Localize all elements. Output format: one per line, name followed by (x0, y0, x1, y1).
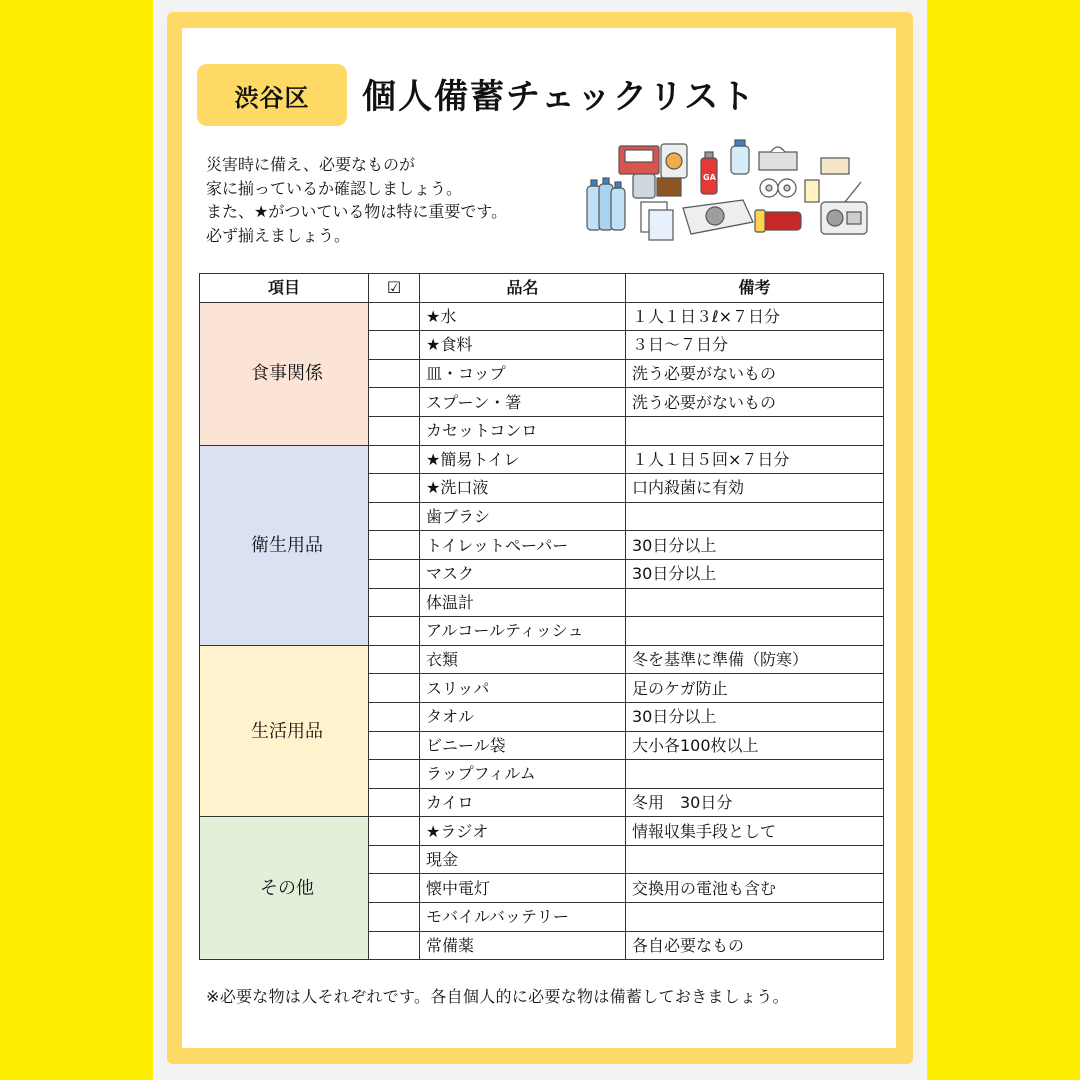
page-title: 個人備蓄チェックリスト (362, 77, 757, 117)
note-cell (626, 760, 884, 789)
item-cell: マスク (420, 559, 626, 588)
table-row (200, 645, 884, 674)
item-cell: トイレットペーパー (420, 531, 626, 560)
checkbox-cell[interactable] (369, 931, 420, 960)
checkbox-cell[interactable] (369, 674, 420, 703)
checkbox-cell[interactable] (369, 903, 420, 932)
item-cell: 常備薬 (420, 931, 626, 960)
intro-line: また、★がついている物は特に重要です。 (206, 202, 508, 221)
item-cell: 体温計 (420, 588, 626, 617)
item-cell: 皿・コップ (420, 359, 626, 388)
checkbox-cell[interactable] (369, 302, 420, 331)
note-cell (626, 617, 884, 646)
mask-box-icon (619, 146, 659, 174)
note-cell: 情報収集手段として (626, 817, 884, 846)
checkbox-cell[interactable] (369, 331, 420, 360)
checkbox-cell[interactable] (369, 874, 420, 903)
ward-badge (197, 64, 347, 126)
note-cell: ３日〜７日分 (626, 331, 884, 360)
documents-icon (641, 202, 673, 240)
intro-line: 災害時に備え、必要なものが (206, 155, 415, 174)
checkbox-cell[interactable] (369, 388, 420, 417)
note-cell: 30日分以上 (626, 559, 884, 588)
water-bottles-icon (587, 178, 625, 230)
intro-line: 必ず揃えましょう。 (206, 225, 351, 245)
checkbox-cell[interactable] (369, 531, 420, 560)
checkbox-cell[interactable] (369, 474, 420, 503)
note-cell: １人１日５回×７日分 (626, 445, 884, 474)
checkbox-cell[interactable] (369, 788, 420, 817)
note-cell: 洗う必要がないもの (626, 388, 884, 417)
spray-can-label: GA (703, 173, 716, 182)
checkbox-cell[interactable] (369, 559, 420, 588)
note-cell (626, 502, 884, 531)
header-check: ☑ (369, 274, 420, 303)
item-cell: アルコールティッシュ (420, 617, 626, 646)
item-cell: ★食料 (420, 331, 626, 360)
small-box-icon (805, 158, 849, 202)
checkbox-cell[interactable] (369, 702, 420, 731)
table-row (200, 817, 884, 846)
checkbox-cell[interactable] (369, 760, 420, 789)
checkbox-cell[interactable] (369, 502, 420, 531)
intro-text (206, 153, 576, 247)
note-cell: 冬用 30日分 (626, 788, 884, 817)
tissue-box-icon (759, 147, 797, 170)
flashlight-icon (755, 210, 801, 232)
note-cell: 足のケガ防止 (626, 674, 884, 703)
checkbox-cell[interactable] (369, 416, 420, 445)
note-cell: 洗う必要がないもの (626, 359, 884, 388)
checkbox-cell[interactable] (369, 445, 420, 474)
checkbox-cell[interactable] (369, 845, 420, 874)
category-cell: その他 (200, 817, 369, 960)
item-cell: ★ラジオ (420, 817, 626, 846)
note-cell: 交換用の電池も含む (626, 874, 884, 903)
toilet-paper-icon (760, 179, 796, 197)
checkbox-cell[interactable] (369, 359, 420, 388)
footnote: ※必要な物は人それぞれです。各自個人的に必要な物は備蓄しておきましょう。 (206, 987, 789, 1006)
checkbox-cell[interactable] (369, 645, 420, 674)
item-cell: 衣類 (420, 645, 626, 674)
ward-badge-label: 渋谷区 (234, 83, 310, 112)
item-cell: ラップフィルム (420, 760, 626, 789)
item-cell: カセットコンロ (420, 416, 626, 445)
item-cell: ★水 (420, 302, 626, 331)
category-cell: 食事関係 (200, 302, 369, 445)
item-cell: モバイルバッテリー (420, 903, 626, 932)
header-item: 品名 (420, 274, 626, 303)
item-cell: 現金 (420, 845, 626, 874)
header-category: 項目 (200, 274, 369, 303)
note-cell: 冬を基準に準備（防寒） (626, 645, 884, 674)
note-cell: １人１日３ℓ×７日分 (626, 302, 884, 331)
note-cell: 各自必要なもの (626, 931, 884, 960)
item-cell: カイロ (420, 788, 626, 817)
note-cell (626, 845, 884, 874)
checkbox-cell[interactable] (369, 817, 420, 846)
note-cell (626, 588, 884, 617)
category-cell: 生活用品 (200, 645, 369, 817)
radio-icon (821, 182, 867, 234)
header-notes: 備考 (626, 274, 884, 303)
intro-line: 家に揃っているか確認しましょう。 (206, 178, 463, 198)
note-cell: 大小各100枚以上 (626, 731, 884, 760)
note-cell (626, 903, 884, 932)
item-cell: ビニール袋 (420, 731, 626, 760)
item-cell: スプーン・箸 (420, 388, 626, 417)
cassette-stove-icon (683, 200, 753, 234)
note-cell: 30日分以上 (626, 531, 884, 560)
item-cell: スリッパ (420, 674, 626, 703)
checkbox-cell[interactable] (369, 731, 420, 760)
checklist-table (199, 273, 884, 960)
note-cell (626, 416, 884, 445)
item-cell: タオル (420, 702, 626, 731)
category-cell: 衛生用品 (200, 445, 369, 645)
note-cell: 口内殺菌に有効 (626, 474, 884, 503)
item-cell: 懐中電灯 (420, 874, 626, 903)
table-row (200, 445, 884, 474)
checkbox-cell[interactable] (369, 588, 420, 617)
checkbox-cell[interactable] (369, 617, 420, 646)
item-cell: ★洗口液 (420, 474, 626, 503)
bottle-icon (731, 140, 749, 174)
item-cell: ★簡易トイレ (420, 445, 626, 474)
item-cell: 歯ブラシ (420, 502, 626, 531)
table-header-row (200, 274, 884, 303)
note-cell: 30日分以上 (626, 702, 884, 731)
table-row (200, 302, 884, 331)
supplies-illustration (583, 136, 875, 246)
